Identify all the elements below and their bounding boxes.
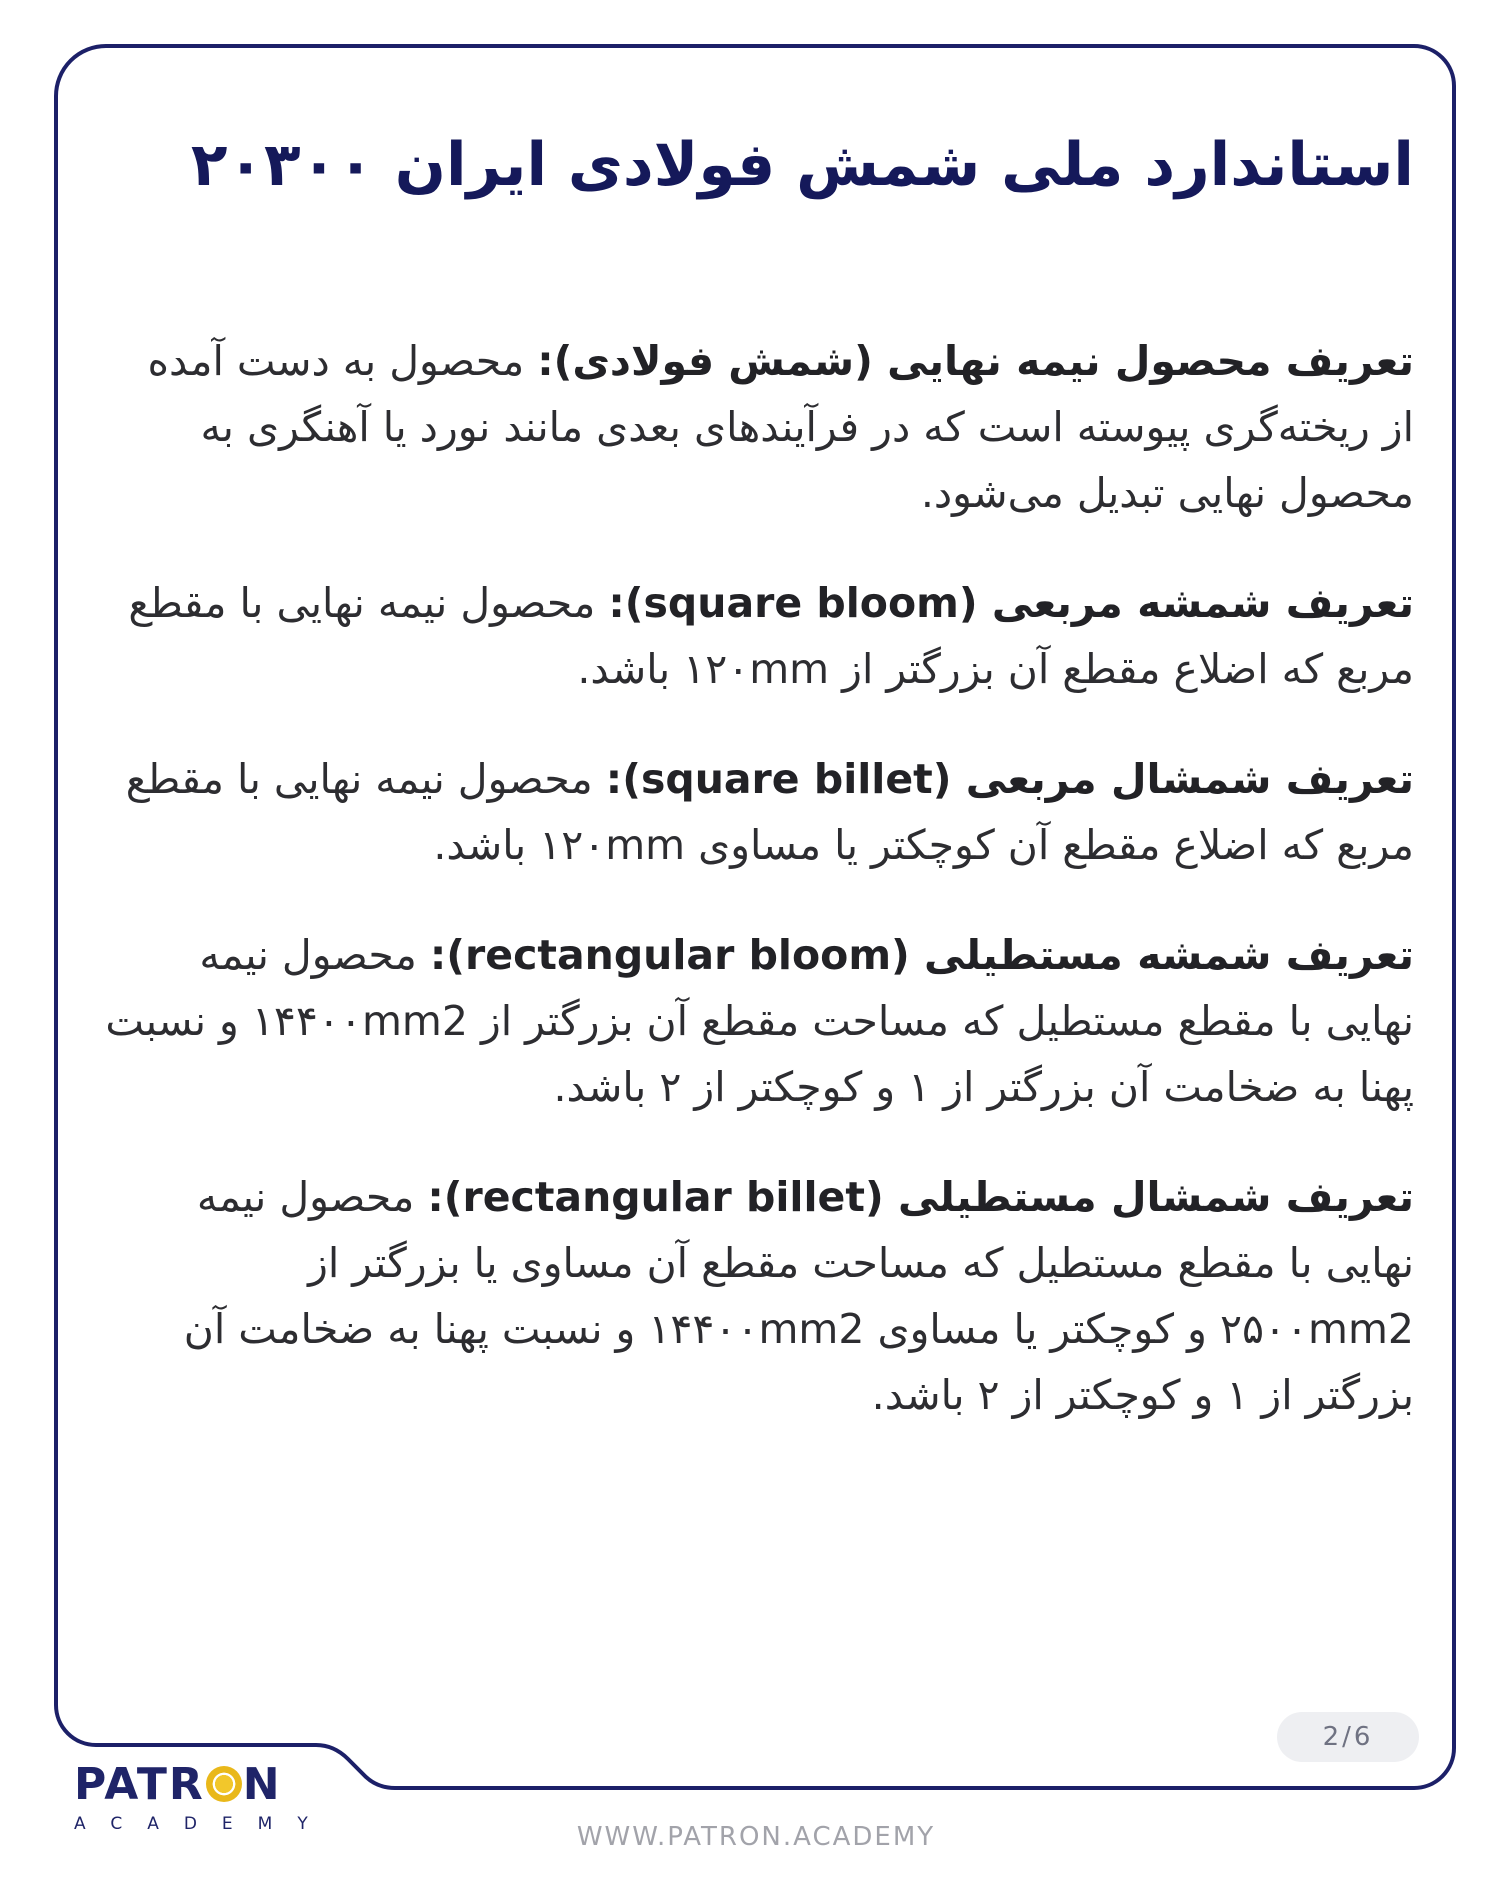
website-url: WWW.PATRON.ACADEMY bbox=[576, 1822, 936, 1852]
logo-word-end: N bbox=[242, 1759, 282, 1810]
definition-term: تعریف شمشه مستطیلی (rectangular bloom): bbox=[429, 931, 1414, 979]
definition-square-bloom bbox=[104, 570, 1414, 702]
logo-o-icon bbox=[206, 1766, 242, 1802]
definition-rectangular-bloom bbox=[104, 922, 1414, 1120]
logo-wordmark bbox=[74, 1760, 336, 1810]
definition-term: تعریف محصول نیمه نهایی (شمش فولادی): bbox=[537, 337, 1414, 385]
definitions-list bbox=[104, 328, 1414, 1428]
definition-text: محصول به دست آمده از ریخته‌گری پیوسته است که در فرآیندهای بعدی مانند نورد یا آهنگری به محصول نهایی تبدیل می‌شود. bbox=[147, 337, 1414, 517]
definition-text: محصول نیمه نهایی با مقطع مستطیل که مساحت مقطع آن بزرگتر از ۱۴۴۰۰mm2 و نسبت پهنا به ضخامت آن بزرگتر از ۱ و کوچکتر از ۲ باشد. bbox=[105, 931, 1414, 1111]
logo-word-start: PATR bbox=[74, 1759, 205, 1810]
definition-text: محصول نیمه نهایی با مقطع مربع که اضلاع مقطع آن بزرگتر از ۱۲۰mm باشد. bbox=[128, 579, 1414, 693]
definition-term: تعریف شمشال مربعی (square billet): bbox=[605, 755, 1414, 803]
logo-subtitle: ACADEMY bbox=[74, 1814, 333, 1834]
definition-text: محصول نیمه نهایی با مقطع مربع که اضلاع مقطع آن کوچکتر یا مساوی ۱۲۰mm باشد. bbox=[125, 755, 1414, 869]
page-indicator: 2/6 bbox=[1277, 1712, 1419, 1762]
definition-semi-finished-product bbox=[104, 328, 1414, 526]
definition-term: تعریف شمشال مستطیلی (rectangular billet): bbox=[427, 1173, 1414, 1221]
definition-term: تعریف شمشه مربعی (square bloom): bbox=[608, 579, 1414, 627]
definition-square-billet bbox=[104, 746, 1414, 878]
document-body bbox=[104, 120, 1414, 1472]
definition-rectangular-billet bbox=[104, 1164, 1414, 1428]
definition-text: محصول نیمه نهایی با مقطع مستطیل که مساحت مقطع آن مساوی یا بزرگتر از ۲۵۰۰mm2 و کوچکتر یا مساوی ۱۴۴۰۰mm2 و نسبت پهنا به ضخامت آن بزرگتر از ۱ و کوچکتر از ۲ باشد. bbox=[183, 1173, 1414, 1419]
page-title: استاندارد ملی شمش فولادی ایران ۲۰۳۰۰ bbox=[190, 130, 1414, 200]
